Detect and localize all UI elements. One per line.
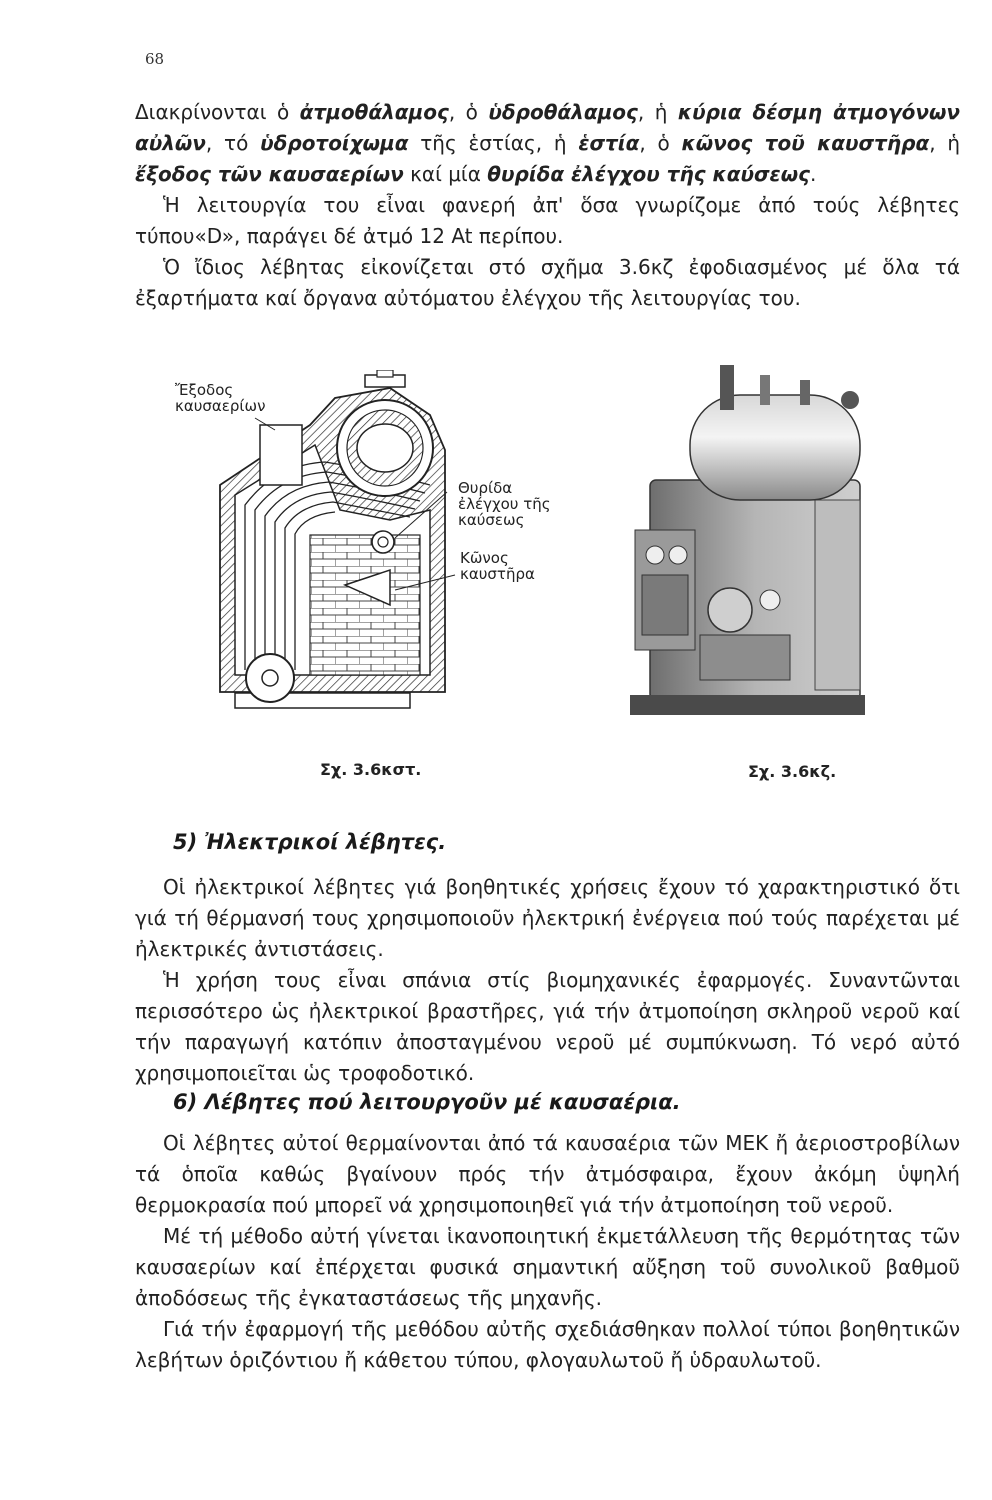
section-6-heading: 6) Λέβητες πού λειτουργοῦν μέ καυσαέρια. [173,1090,681,1114]
intro-text-run: , τό [205,131,261,155]
section-5-text [135,872,960,1089]
intro-text-run: , ἡ [929,131,961,155]
label-burner-cone [460,550,535,582]
term-highlight: ἔξοδος τῶν καυσαερίων [135,162,404,186]
term-highlight: κύρια δέσμη ἀτμογόνων αὐλῶν [135,100,961,155]
boiler-drum [690,395,860,500]
figure-right-caption: Σχ. 3.6κζ. [748,762,837,781]
section-5-paragraph-2: Ἡ χρήση τους εἶναι σπάνια στίς βιομηχανικές ἐφαρμογές. Συναντῶνται περισσότερο ὡς ἠλεκτρικοί βραστῆρες, γιά τήν ἀτμοποίηση σκληροῦ νεροῦ καί τήν παραγωγή κατόπιν ἀποσταγμένου νεροῦ μέ συμπύκνωση. Τό νερό αὐτό χρησιμοποιεῖται ὡς τροφοδοτικό. [135,968,960,1085]
burner-assembly [708,588,752,632]
term-highlight: ὑδροτοίχωμα [260,131,409,155]
label-flue-exit-line1: Ἔξοδος [175,381,234,399]
section-5-heading: 5) Ἠλεκτρικοί λέβητες. [173,830,447,854]
section-5-paragraph-1: Οἱ ἠλεκτρικοί λέβητες γιά βοηθητικές χρήσεις ἔχουν τό χαρακτηριστικό ὅτι γιά τή θέρμανσή τους χρησιμοποιοῦν ἠλεκτρική ἐνέργεια πού τούς παρέχεται μέ ἠλεκτρικές ἀντιστάσεις. [135,875,960,961]
flue-outlet [260,425,302,485]
intro-text-run: καί μία [403,162,488,186]
section-6-paragraph-1: Οἱ λέβητες αὐτοί θερμαίνονται ἀπό τά καυσαέρια τῶν ΜΕΚ ἤ ἀεριοστροβίλων τά ὁποῖα καθώς βγαίνουν πρός τήν ἀτμόσφαιρα, ἔχουν ἀκόμη ὑψηλή θερμοκρασία πού μπορεῖ νά χρησιμοποιηθεῖ γιά τήν ἀτμοποίηση τοῦ νεροῦ. [135,1131,960,1217]
term-highlight: θυρίδα ἐλέγχου τῆς καύσεως [487,162,810,186]
label-flue-exit [175,382,265,414]
intro-text-run: τῆς ἑστίας, ἡ [408,131,579,155]
boiler-photo [620,360,870,730]
label-cone-line1: Κῶνος [460,549,509,567]
intro-paragraph-2: Ἡ λειτουργία του εἶναι φανερή ἀπ' ὅσα γνωρίζομε ἀπό τούς λέβητες τύπου«D», παράγει δέ ἀτμό 12 At περίπου. [135,193,960,248]
intro-text-run: , ὁ [639,131,682,155]
label-cone-line2: καυστῆρα [460,565,535,583]
section-6-paragraph-2: Μέ τή μέθοδο αὐτή γίνεται ἱκανοποιητική ἐκμετάλλευση τῆς θερμότητας τῶν καυσαερίων καί ἐπέρχεται φυσικά σημαντική αὔξηση τοῦ συνολικοῦ βαθμοῦ ἀποδόσεως τῆς ἐγκαταστάσεως τῆς μηχανῆς. [135,1224,960,1310]
figure-left-caption: Σχ. 3.6κστ. [320,760,422,779]
label-inspection-window [458,480,551,528]
section-6-paragraph-3: Γιά τήν ἐφαρμογή τῆς μεθόδου αὐτῆς σχεδιάσθηκαν πολλοί τύποι βοηθητικῶν λεβήτων ὁριζόντιου ἤ κάθετου τύπου, φλογαυλωτοῦ ἤ ὑδραυλωτοῦ. [135,1317,960,1372]
page-number: 68 [145,50,165,68]
section-6-text [135,1128,960,1376]
intro-paragraph-3: Ὁ ἴδιος λέβητας εἰκονίζεται στό σχῆμα 3.6κζ ἐφοδιασμένος μέ ὅλα τά ἐξαρτήματα καί ὄργανα αὐτόματου ἐλέγχου τῆς λειτουργίας του. [135,255,960,310]
intro-text-run: , ἡ [637,100,678,124]
boiler-section-diagram [215,370,460,720]
furnace-bricks [310,535,420,675]
label-window-line3: καύσεως [458,511,525,529]
intro-text-run: . [809,162,817,186]
term-highlight: ἀτμοθάλαμος [299,100,449,124]
term-highlight: κῶνος τοῦ καυστῆρα [681,131,930,155]
term-highlight: ἑστία [578,131,640,155]
intro-text-run: Διακρίνονται ὁ [135,100,300,124]
label-flue-exit-line2: καυσαερίων [175,397,266,415]
intro-text-run: , ὁ [448,100,489,124]
intro-paragraph-1 [135,97,960,190]
label-window-line1: Θυρίδα [458,479,513,497]
term-highlight: ὑδροθάλαμος [488,100,638,124]
label-window-line2: ἐλέγχου τῆς [458,495,551,513]
intro-text [135,97,960,314]
